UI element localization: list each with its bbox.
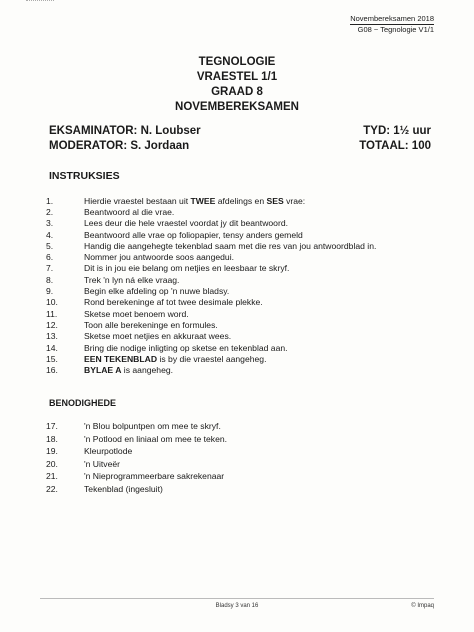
list-item	[46, 342, 376, 353]
list-item	[46, 483, 227, 496]
item-number: 8.	[46, 274, 54, 285]
item-text: Kleurpotlode	[84, 446, 133, 457]
item-number: 12.	[46, 319, 58, 330]
item-number: 21.	[46, 471, 58, 482]
list-item	[46, 274, 376, 285]
exam-time: TYD: 1½ uur	[363, 125, 431, 137]
item-text: 'n Blou bolpuntpen om mee te skryf.	[84, 421, 221, 432]
list-item	[46, 263, 376, 274]
item-text: Sketse moet benoem word.	[84, 308, 189, 319]
list-item	[46, 218, 376, 229]
item-text: Nommer jou antwoorde soos aangedui.	[84, 252, 235, 263]
item-text: Tekenblad (ingesluit)	[84, 483, 163, 494]
title-paper: VRAESTEL 1/1	[196, 71, 278, 83]
item-number: 9.	[46, 286, 54, 297]
list-item	[46, 229, 376, 240]
item-text: EEN TEKENBLAD is by die vraestel aangeheg.	[84, 353, 267, 364]
item-number: 22.	[46, 483, 58, 494]
page-header	[350, 14, 434, 35]
list-item	[46, 240, 376, 251]
list-item	[46, 364, 376, 375]
list-item	[46, 420, 227, 433]
examiner-label: EKSAMINATOR: N. Loubser	[49, 125, 201, 137]
list-item	[46, 445, 227, 458]
item-number: 2.	[46, 206, 54, 217]
instructions-list	[46, 195, 376, 376]
list-item	[46, 331, 376, 342]
item-text: 'n Nieprogrammeerbare sakrekenaar	[84, 471, 225, 482]
item-text: Lees deur die hele vraestel voordat jy dit beantwoord.	[84, 218, 288, 229]
requirements-list	[46, 420, 227, 495]
moderator-row	[49, 140, 431, 152]
list-item	[46, 251, 376, 262]
item-number: 6.	[46, 252, 54, 263]
list-item	[46, 195, 376, 206]
item-text: 'n Uitveër	[84, 458, 121, 469]
item-number: 1.	[46, 195, 54, 206]
exam-total: TOTAAL: 100	[359, 140, 431, 152]
item-text: Trek 'n lyn ná elke vraag.	[84, 274, 180, 285]
item-number: 3.	[46, 218, 54, 229]
title-subject: TEGNOLOGIE	[198, 56, 276, 68]
item-number: 15.	[46, 353, 58, 364]
item-number: 14.	[46, 342, 58, 353]
item-text: Handig die aangehegte tekenblad saam met die res van jou antwoordblad in.	[84, 240, 377, 251]
item-number: 13.	[46, 331, 58, 342]
item-text: BYLAE A is aangeheg.	[84, 365, 174, 376]
item-text: 'n Potlood en liniaal om mee te teken.	[84, 433, 228, 444]
list-item	[46, 319, 376, 330]
list-item	[46, 353, 376, 364]
title-exam: NOVEMBEREKSAMEN	[175, 101, 299, 113]
document-title	[0, 55, 474, 115]
list-item	[46, 285, 376, 296]
item-text: Toon alle berekeninge en formules.	[84, 319, 218, 330]
scan-mark	[26, 0, 54, 6]
item-text: Sketse moet netjies en akkuraat wees.	[84, 331, 232, 342]
list-item	[46, 297, 376, 308]
item-number: 7.	[46, 263, 54, 274]
item-text: Begin elke afdeling op 'n nuwe bladsy.	[84, 286, 230, 297]
list-item	[46, 433, 227, 446]
footer-divider	[40, 598, 434, 599]
item-number: 18.	[46, 433, 58, 444]
copyright: © Impaq	[411, 603, 434, 609]
header-exam-date: Novembereksamen 2018	[350, 14, 434, 23]
item-text: Beantwoord alle vrae op foliopapier, tensy anders gemeld	[84, 229, 303, 240]
item-text: Bring die nodige inligting op sketse en tekenblad aan.	[84, 342, 288, 353]
item-text: Beantwoord al die vrae.	[84, 206, 175, 217]
list-item	[46, 470, 227, 483]
page-number: Bladsy 3 van 16	[215, 603, 259, 609]
item-number: 10.	[46, 297, 58, 308]
item-number: 4.	[46, 229, 54, 240]
list-item	[46, 458, 227, 471]
examiner-row	[49, 125, 431, 137]
title-grade: GRAAD 8	[211, 86, 263, 98]
instructions-heading: INSTRUKSIES	[49, 170, 120, 182]
requirements-heading: BENODIGHEDE	[49, 398, 117, 408]
item-number: 16.	[46, 365, 58, 376]
item-number: 19.	[46, 446, 58, 457]
header-subject-code: G08 ~ Tegnologie V1/1	[357, 25, 434, 34]
list-item	[46, 206, 376, 217]
item-number: 17.	[46, 421, 58, 432]
list-item	[46, 308, 376, 319]
item-text: Hierdie vraestel bestaan uit TWEE afdelings en SES vrae:	[84, 195, 306, 206]
item-number: 11.	[46, 308, 58, 319]
item-number: 5.	[46, 240, 54, 251]
item-number: 20.	[46, 458, 58, 469]
moderator-label: MODERATOR: S. Jordaan	[49, 140, 190, 152]
item-text: Rond berekeninge af tot twee desimale plekke.	[84, 297, 263, 308]
item-text: Dit is in jou eie belang om netjies en leesbaar te skryf.	[84, 263, 290, 274]
